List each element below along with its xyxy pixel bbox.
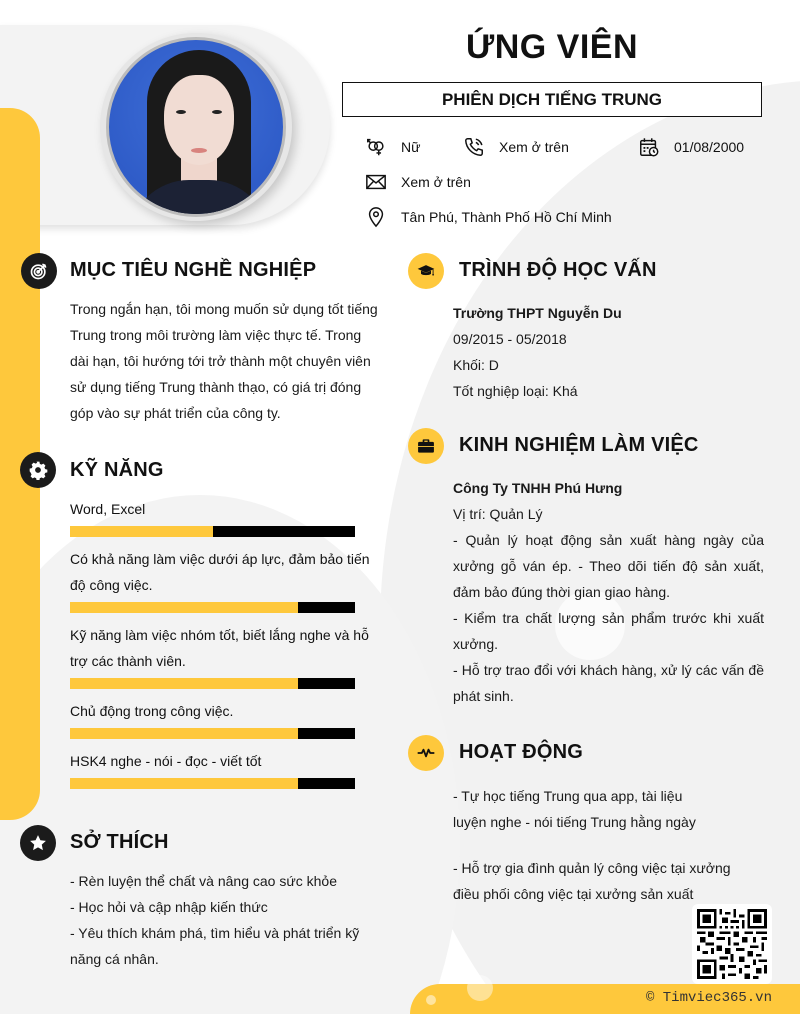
activities-title: HOẠT ĐỘNG: [459, 741, 584, 763]
skill-bar-fill: [70, 678, 298, 689]
job-role: Vị trí: Quản Lý: [453, 506, 543, 522]
avatar-frame: [100, 33, 292, 221]
footer-decor-dot: [426, 995, 436, 1005]
education-period: 09/2015 - 05/2018: [453, 331, 567, 347]
skill-label: Kỹ năng làm việc nhóm tốt, biết lắng nghe và hỗ trợ các thành viên.: [70, 627, 369, 669]
skill-label: HSK4 nghe - nói - đọc - viết tốt: [70, 753, 262, 769]
hobby-line: - Rèn luyện thể chất và nâng cao sức khỏe: [70, 873, 337, 889]
pulse-icon: [408, 735, 444, 771]
education-block: Khối: D: [453, 357, 499, 373]
avatar: [106, 37, 286, 217]
skill-item: [70, 622, 370, 689]
objective-line: góp vào sự phát triển của công ty.: [70, 405, 281, 421]
objective-line: Trong ngắn hạn, tôi mong muốn sử dụng tốt tiếng: [70, 301, 378, 317]
phone-icon: [463, 136, 485, 158]
skill-bar: [70, 778, 355, 789]
activity-line: điều phối công việc tại xưởng sản xuất: [453, 886, 694, 902]
job-duty: - Kiểm tra chất lượng sản phẩm trước khi xuất xưởng.: [453, 610, 764, 652]
hobbies-text: [70, 868, 390, 972]
info-gender: [365, 136, 420, 158]
star-icon: [20, 825, 56, 861]
skill-bar-fill: [70, 778, 298, 789]
gender-value: Nữ: [401, 139, 421, 155]
activity-line: - Hỗ trợ gia đình quản lý công việc tại xưởng: [453, 860, 731, 876]
hobby-line: - Học hỏi và cập nhập kiến thức: [70, 899, 268, 915]
activity-line: - Tự học tiếng Trung qua app, tài liệu: [453, 788, 683, 804]
job-duty: - Hỗ trợ trao đổi với khách hàng, xử lý các vấn đề phát sinh.: [453, 662, 764, 704]
qr-code[interactable]: [692, 904, 772, 984]
info-email: [365, 171, 471, 193]
job-duty: - Quản lý hoạt động sản xuất hàng ngày của xưởng gỗ ván ép. - Theo dõi tiến độ sản xuất, đảm bảo đúng thời gian giao hàng.: [453, 532, 764, 600]
hobby-line: - Yêu thích khám phá, tìm hiểu và phát triển kỹ: [70, 925, 360, 941]
skill-item: [70, 748, 370, 789]
briefcase-icon: [408, 428, 444, 464]
location-icon: [365, 206, 387, 228]
email-value: Xem ở trên: [401, 174, 471, 190]
objective-line: Trung trong môi trường làm việc thực tế. Trong: [70, 327, 362, 343]
education-details: [453, 300, 773, 404]
activity-line: luyện nghe - nói tiếng Trung hằng ngày: [453, 814, 696, 830]
skill-item: [70, 546, 370, 613]
skill-bar-fill: [70, 602, 298, 613]
skill-item: [70, 496, 370, 537]
hobbies-title: SỞ THÍCH: [70, 831, 169, 853]
skill-bar: [70, 678, 355, 689]
skill-bar: [70, 526, 355, 537]
school-name: Trường THPT Nguyễn Du: [453, 305, 622, 321]
target-icon: [21, 253, 57, 289]
objective-line: dài hạn, tôi hướng tới trở thành một chuyên viên: [70, 353, 371, 369]
footer-decor-dot: [467, 975, 493, 1001]
company-name: Công Ty TNHH Phú Hưng: [453, 480, 623, 496]
skill-label: Chủ động trong công việc.: [70, 703, 234, 719]
education-grade: Tốt nghiệp loại: Khá: [453, 383, 578, 399]
objective-text: [70, 296, 390, 426]
skill-bar: [70, 728, 355, 739]
mail-icon: [365, 171, 387, 193]
skill-item: [70, 698, 370, 739]
position-box: [342, 82, 762, 117]
objective-line: sử dụng tiếng Trung thành thạo, có giá trị đóng: [70, 379, 362, 395]
phone-value: Xem ở trên: [499, 139, 569, 155]
gear-icon: [20, 452, 56, 488]
hobby-line: năng cá nhân.: [70, 951, 159, 967]
skill-bar: [70, 602, 355, 613]
experience-title: KINH NGHIỆM LÀM VIỆC: [459, 434, 699, 456]
gender-icon: [365, 136, 387, 158]
skill-label: Word, Excel: [70, 501, 146, 517]
info-birthday: [638, 136, 744, 158]
experience-details: [453, 475, 764, 709]
info-address: [365, 206, 612, 228]
activities-text: [453, 783, 773, 907]
candidate-title: ỨNG VIÊN: [465, 28, 638, 66]
skill-label: Có khả năng làm việc dưới áp lực, đảm bảo tiến độ công việc.: [70, 551, 370, 593]
education-title: TRÌNH ĐỘ HỌC VẤN: [459, 259, 657, 281]
graduation-cap-icon: [408, 253, 444, 289]
footer-copyright[interactable]: © Timviec365.vn: [645, 990, 772, 1006]
position-label: PHIÊN DỊCH TIẾNG TRUNG: [441, 89, 663, 109]
objective-title: MỤC TIÊU NGHỀ NGHIỆP: [70, 259, 317, 281]
skills-title: KỸ NĂNG: [70, 459, 164, 481]
calendar-icon: [638, 136, 660, 158]
skill-bar-fill: [70, 728, 298, 739]
skill-bar-fill: [70, 526, 213, 537]
address-value: Tân Phú, Thành Phố Hồ Chí Minh: [401, 209, 612, 225]
birthday-value: 01/08/2000: [674, 139, 745, 155]
info-phone: [463, 136, 569, 158]
